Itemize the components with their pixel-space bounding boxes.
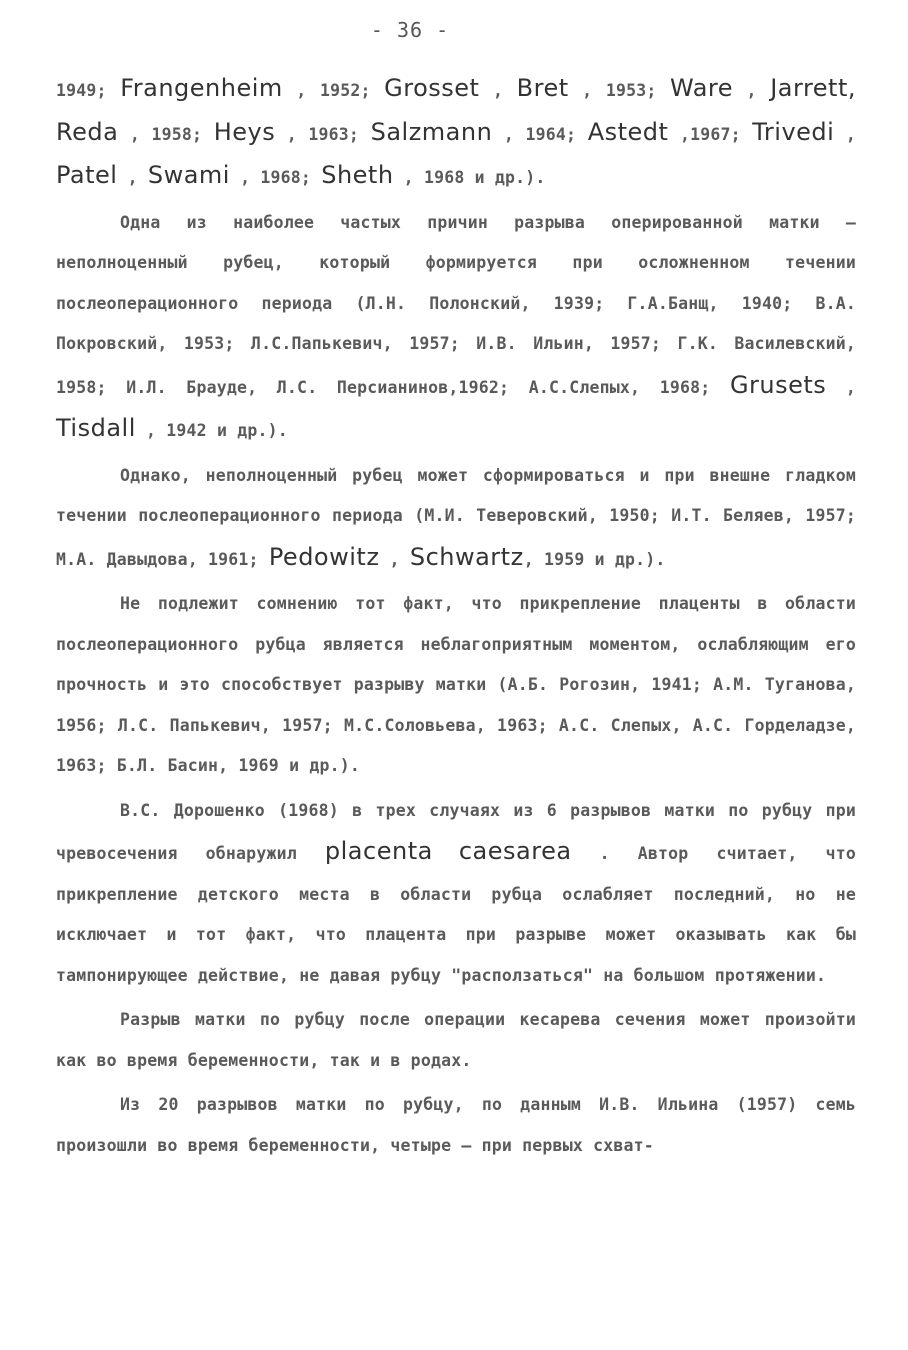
paragraph bbox=[56, 791, 856, 997]
paragraph bbox=[56, 1000, 856, 1081]
text-run: , 1958; bbox=[118, 124, 214, 144]
text-run: , bbox=[733, 81, 771, 100]
handwritten-name: Reda bbox=[56, 117, 119, 146]
text-run: , bbox=[826, 377, 856, 397]
paragraph bbox=[56, 456, 856, 581]
text-run: Одна из наиболее частых причин разрыва оперированной матки – неполноценный рубец, который формируется при осложненном течении послеоперационного периода (Л.Н. Полонский, 1939; Г.А.Банщ, 1940; В.А. Покровский, 1953; Л.С.Папькевич, 1957; И.В. Ильин, 1957; Г.К. Василевский, 1958; И.Л. Брауде, Л.С. Персианинов,1962; А.С.Слепых, 1968; bbox=[56, 212, 856, 397]
handwritten-name: Swami bbox=[147, 161, 230, 189]
handwritten-name: Jarrett, bbox=[770, 74, 857, 102]
text-run: , 1959 и др.). bbox=[523, 549, 666, 569]
text-run: , 1942 и др.). bbox=[135, 421, 288, 440]
paragraph bbox=[56, 1085, 856, 1166]
page-number: - 36 - bbox=[370, 18, 450, 42]
handwritten-name: Salzmann bbox=[370, 117, 493, 146]
text-run: Однако, неполноценный рубец может сформироваться и при внешне гладком течении послеоперационного периода (М.И. Теверовский, 1950; И.Т. Беляев, 1957; М.А. Давыдова, 1961; bbox=[56, 465, 856, 569]
handwritten-name: Frangenheim bbox=[120, 74, 283, 102]
handwritten-name: Grusets bbox=[729, 370, 827, 399]
text-run: , 1952; bbox=[282, 81, 385, 100]
text-run: Разрыв матки по рубцу после операции кесарева сечения может произойти как во время беременности, так и в родах. bbox=[56, 1010, 856, 1070]
text-run: , bbox=[479, 81, 517, 100]
handwritten-name: Heys bbox=[213, 117, 276, 146]
text-run: , 1968 и др.). bbox=[393, 168, 546, 187]
text-run: , 1953; bbox=[568, 81, 671, 100]
text-run: , 1963; bbox=[275, 124, 371, 144]
handwritten-name: Astedt bbox=[587, 117, 669, 146]
paragraph bbox=[56, 68, 856, 199]
text-run: В.С. Дорошенко (1968) в трех случаях из 6 разрывов матки по рубцу при чревосечения обнаружил bbox=[56, 800, 856, 863]
text-run: 1949; bbox=[56, 81, 121, 100]
body-text bbox=[56, 68, 856, 1166]
handwritten-name: Grosset bbox=[384, 74, 480, 102]
text-run: , 1964; bbox=[492, 124, 588, 144]
text-run: , bbox=[379, 549, 410, 569]
text-run: Не подлежит сомнению тот факт, что прикрепление плаценты в области послеоперационного рубца является неблагоприятным моментом, ослабляющим его прочность и это способствует разрыву матки (А.Б. Рогозин, 1941; А.М. Туганова, 1956; Л.С. Папькевич, 1957; М.С.Соловьева, 1963; А.С. Слепых, А.С. Горделадзе, 1963; Б.Л. Басин, 1969 и др.). bbox=[56, 594, 856, 775]
handwritten-name: Pedowitz bbox=[268, 542, 380, 571]
paragraph bbox=[56, 584, 856, 787]
paragraph bbox=[56, 203, 856, 452]
text-run: , bbox=[117, 168, 148, 187]
text-run: , bbox=[834, 124, 856, 144]
handwritten-name: placenta caesarea bbox=[324, 837, 572, 865]
handwritten-name: Ware bbox=[670, 74, 734, 102]
handwritten-name: Schwartz bbox=[409, 542, 524, 571]
text-run: Из 20 разрывов матки по рубцу, по данным И.В. Ильина (1957) семь произошли во время беременности, четыре – при первых схват- bbox=[56, 1095, 856, 1155]
handwritten-name: Tisdall bbox=[56, 414, 136, 442]
handwritten-name: Bret bbox=[516, 74, 569, 102]
handwritten-name: Sheth bbox=[321, 161, 394, 189]
text-run: , 1968; bbox=[229, 168, 322, 187]
text-run: . Автор считает, что прикрепление детского места в области рубца ослабляет последний, но не исключает и тот факт, что плацента при разрыве может оказывать как бы тампонирующее действие, не давая рубцу "расползаться" на большом протяжении. bbox=[56, 844, 857, 985]
handwritten-name: Patel bbox=[56, 161, 118, 189]
text-run: ,1967; bbox=[668, 124, 753, 144]
handwritten-name: Trivedi bbox=[752, 117, 835, 146]
